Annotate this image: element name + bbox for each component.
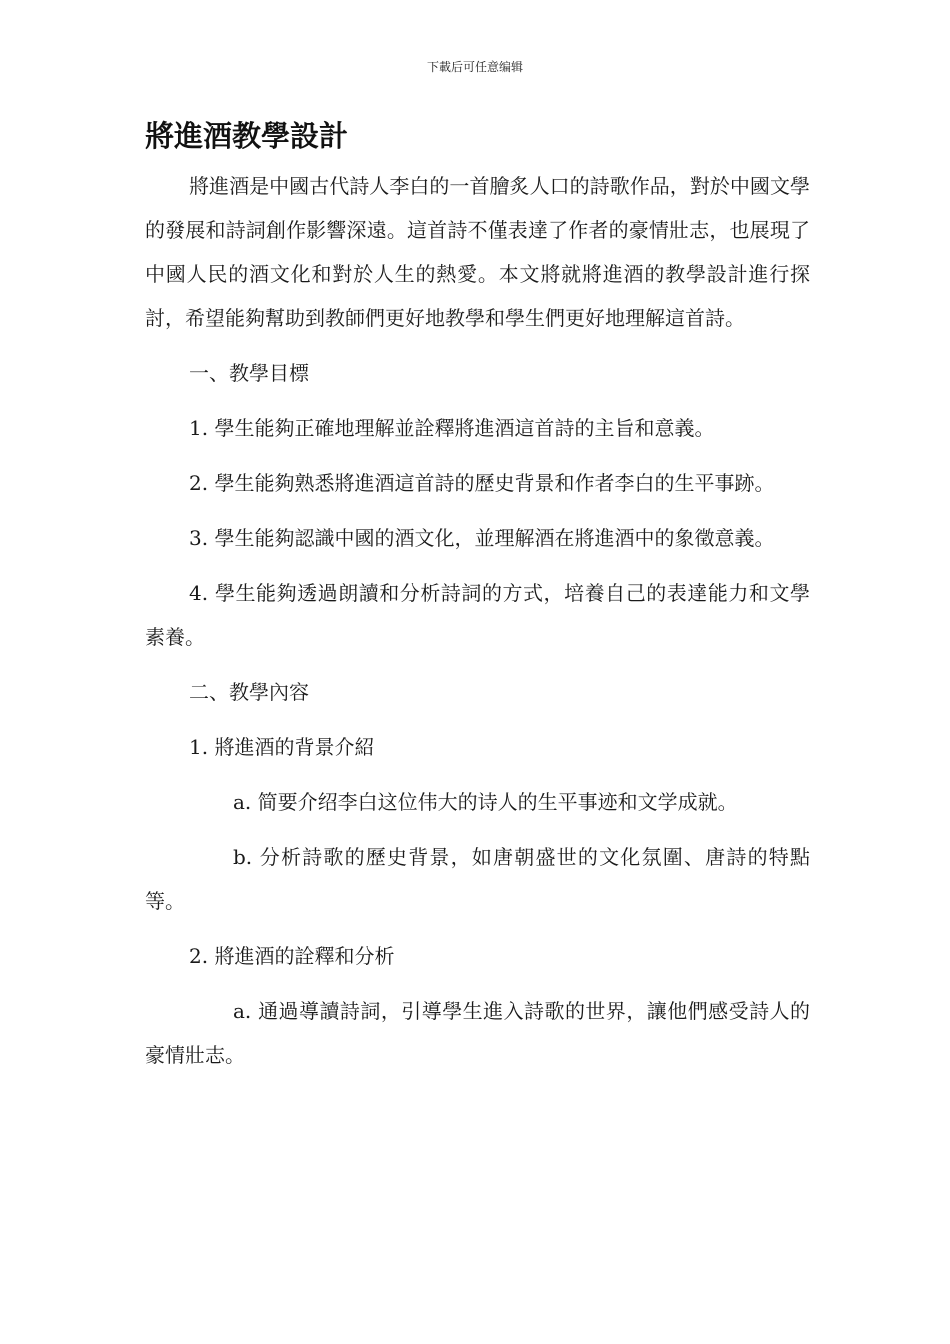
objective-item: 2. 學生能夠熟悉將進酒這首詩的歷史背景和作者李白的生平事跡。 (189, 471, 775, 495)
subsection-heading-background: 1. 將進酒的背景介紹 (189, 735, 375, 759)
header-note: 下載后可任意编辑 (426, 60, 523, 74)
intro-paragraph: 將進酒是中國古代詩人李白的一首膾炙人口的詩歌作品，對於中國文學的發展和詩詞創作影響深遠。這首詩不僅表達了作者的豪情壯志，也展現了中國人民的酒文化和對於人生的熱愛。本文將就將進酒的教學設計進行探討，希望能夠幫助到教師們更好地教學和學生們更好地理解這首詩。 (145, 174, 810, 330)
document-title: 將進酒教學設計 (145, 119, 349, 153)
section-heading-objectives: 一、教學目標 (189, 361, 309, 385)
objective-item: 3. 學生能夠認識中國的酒文化，並理解酒在將進酒中的象徵意義。 (189, 526, 775, 550)
content-item: a. 简要介绍李白这位伟大的诗人的生平事迹和文学成就。 (233, 790, 738, 814)
document-body (145, 164, 810, 1088)
subsection-heading-interpretation: 2. 將進酒的詮釋和分析 (189, 944, 395, 968)
content-item: b. 分析詩歌的歷史背景，如唐朝盛世的文化氛圍、唐詩的特點等。 (145, 845, 810, 913)
objective-item: 4. 學生能夠透過朗讀和分析詩詞的方式，培養自己的表達能力和文學素養。 (145, 581, 810, 649)
objective-item: 1. 學生能夠正確地理解並詮釋將進酒這首詩的主旨和意義。 (189, 416, 715, 440)
section-heading-content: 二、教學內容 (189, 680, 309, 704)
content-item: a. 通過導讀詩詞，引導學生進入詩歌的世界，讓他們感受詩人的豪情壯志。 (145, 999, 810, 1067)
